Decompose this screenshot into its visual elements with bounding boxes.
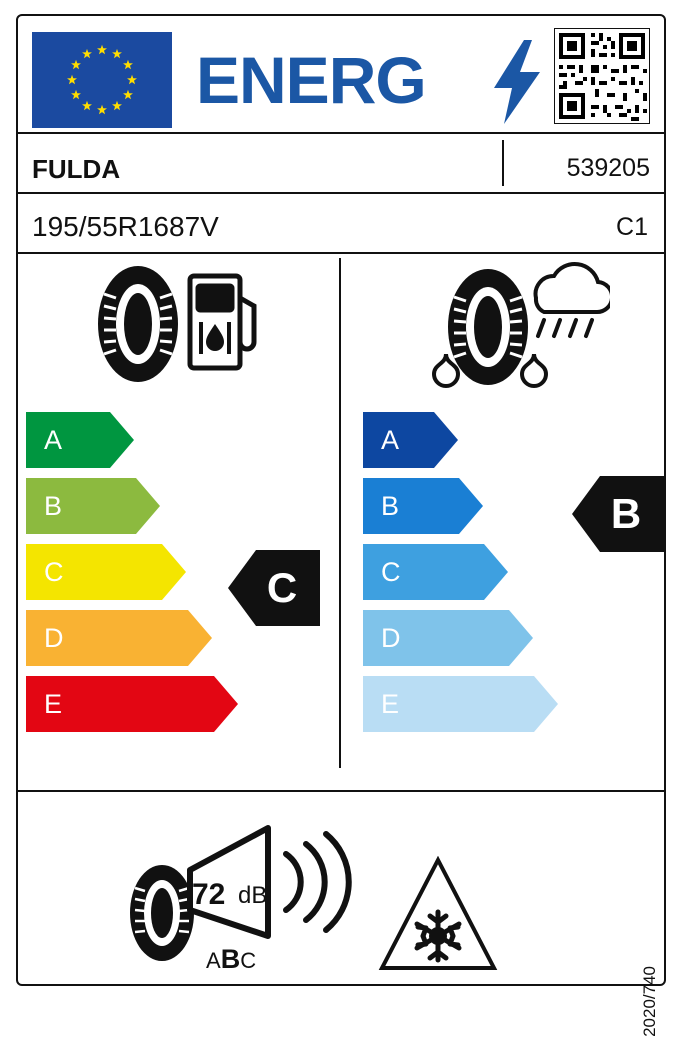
- wet-rating-badge: [572, 476, 664, 552]
- tyre-size: 195/55R1687V: [32, 211, 219, 242]
- tyre-class: C1: [616, 213, 648, 241]
- noise-class-row: [206, 944, 256, 975]
- qr-code-icon: [554, 28, 650, 124]
- noise-class-a: A: [206, 948, 221, 973]
- grade-arrow: [363, 412, 458, 468]
- brand-name: FULDA: [32, 154, 121, 184]
- section-divider: [339, 258, 341, 768]
- grade-row: [26, 412, 326, 468]
- fuel-pump-tyre-icon: [86, 262, 266, 387]
- noise-class-c: C: [240, 948, 257, 973]
- eu-flag-icon: [32, 32, 172, 128]
- wet-rating-letter: B: [610, 490, 642, 537]
- product-code: 539205: [566, 154, 650, 182]
- grade-letter: C: [381, 556, 401, 587]
- fuel-rating-badge: [228, 550, 320, 626]
- fuel-rating-letter: C: [266, 564, 298, 611]
- grade-letter: B: [44, 490, 63, 521]
- wet-grip-scale: [363, 412, 663, 742]
- divider-size: [18, 252, 664, 254]
- divider-header: [18, 132, 664, 134]
- regulation-reference: 2020/740: [640, 966, 659, 1037]
- grade-letter: D: [44, 622, 64, 653]
- snowflake-mountain-icon: [378, 856, 498, 972]
- grade-letter: C: [44, 556, 64, 587]
- grade-row: [26, 478, 326, 534]
- grade-row: [363, 544, 663, 600]
- grade-letter: D: [381, 622, 401, 653]
- rain-cloud-tyre-icon: [410, 262, 610, 392]
- grade-row: [363, 676, 663, 732]
- lightning-bolt-icon: [494, 40, 540, 124]
- grade-letter: A: [381, 424, 400, 455]
- grade-row: [363, 610, 663, 666]
- noise-value: 72: [192, 878, 226, 911]
- grade-row: [363, 412, 663, 468]
- divider-brand: [18, 192, 664, 194]
- grade-letter: A: [44, 424, 63, 455]
- energy-wordmark: ENERG: [196, 43, 426, 117]
- noise-class-b: B: [220, 944, 241, 974]
- noise-unit: dB: [238, 882, 268, 909]
- grade-letter: E: [381, 688, 400, 719]
- grade-letter: E: [44, 688, 63, 719]
- grade-row: [26, 676, 326, 732]
- divider-bottom: [18, 790, 664, 792]
- grade-arrow: [26, 412, 134, 468]
- grade-letter: B: [381, 490, 400, 521]
